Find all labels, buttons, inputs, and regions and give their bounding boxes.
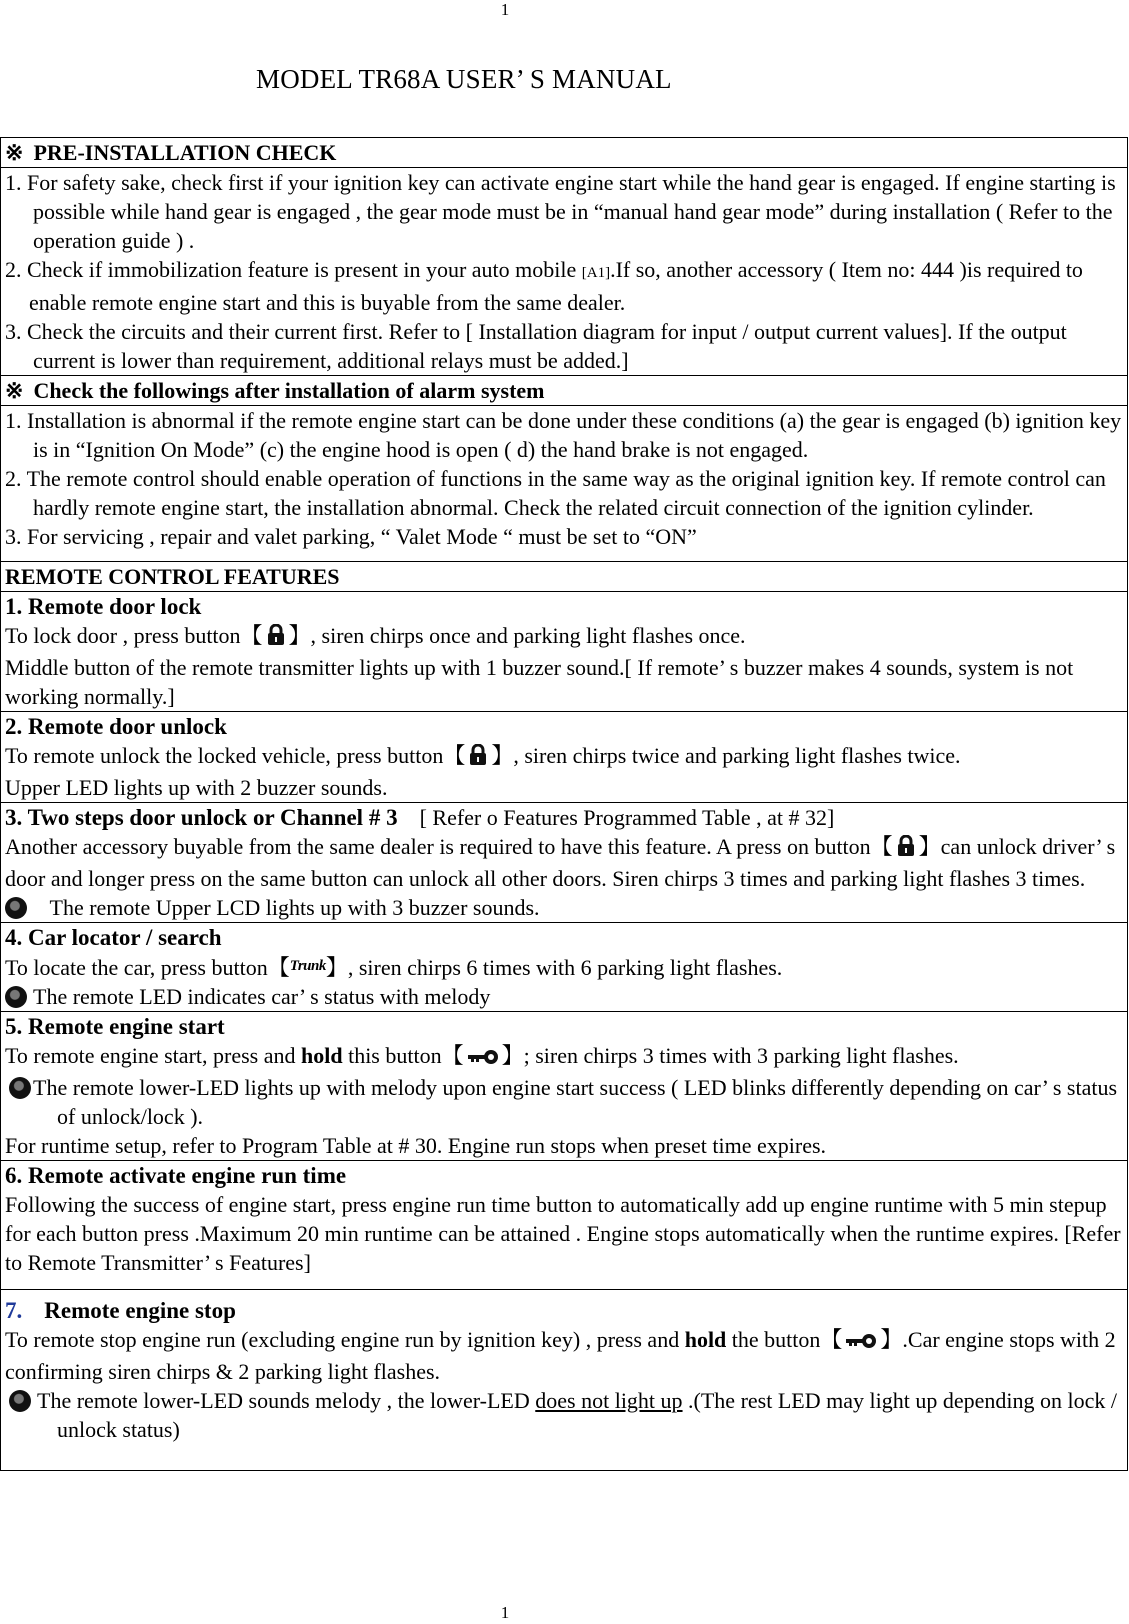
after-install-item-1: 1. Installation is abnormal if the remote engine start can be done under these conditions (a) the gear is engaged (b) ignition key is in “Ignition On Mode” (c) the engine hood is open ( d) the hand brake is not engaged. bbox=[5, 408, 1122, 462]
feature-7-line-1-b: the button【 bbox=[731, 1327, 843, 1352]
feature-7-line-2-b: .(The rest LED may light up depending on lock / unlock status) bbox=[57, 1388, 1117, 1442]
after-install-item-3: 3. For servicing , repair and valet parking, “ Valet Mode “ must be set to “ON” bbox=[5, 524, 697, 549]
trunk-icon: Trunk bbox=[289, 958, 326, 974]
feature-5-line-3: For runtime setup, refer to Program Table at # 30. Engine run stops when preset time expires. bbox=[5, 1133, 827, 1158]
feature-1 bbox=[1, 592, 1128, 712]
feature-7-line-1-a: To remote stop engine run (excluding engine run by ignition key) , press and bbox=[5, 1327, 680, 1352]
remote-fob-icon bbox=[9, 1077, 31, 1099]
feature-7-line-2-underlined: does not light up bbox=[535, 1388, 683, 1413]
feature-7-row bbox=[1, 1290, 1128, 1471]
after-install-body-row bbox=[1, 406, 1128, 562]
reference-mark-icon: ※ bbox=[5, 378, 24, 403]
comment-marker: [A1] bbox=[581, 265, 611, 281]
feature-7-line-1-c: 】.Car engine stops with 2 confirming siren chirps & 2 parking light flashes. bbox=[5, 1327, 1116, 1384]
features-heading: REMOTE CONTROL FEATURES bbox=[1, 562, 1128, 592]
feature-3-line-1-b: 】can unlock driver’ s door and longer press on the same button can unlock all other doors. Siren chirps 3 times and parking light flashes 3 times. bbox=[5, 834, 1116, 891]
feature-5-line-1-c: 】; siren chirps 3 times with 3 parking light flashes. bbox=[501, 1043, 959, 1068]
feature-2 bbox=[1, 712, 1128, 803]
key-icon bbox=[466, 1044, 500, 1073]
feature-2-line-2: Upper LED lights up with 2 buzzer sounds. bbox=[5, 775, 388, 800]
after-install-item-2: 2. The remote control should enable operation of functions in the same way as the original ignition key. If remote control can hardly remote engine start, the installation abnormal. Check the related circuit connection of the ignition cylinder. bbox=[5, 466, 1106, 520]
feature-1-row bbox=[1, 592, 1128, 712]
feature-7-hold: hold bbox=[684, 1327, 727, 1352]
remote-fob-icon bbox=[9, 1390, 31, 1412]
feature-1-title: 1. Remote door lock bbox=[5, 594, 202, 619]
pre-install-item-2-b: .If so, another accessory ( Item no: 444 )is required to enable remote engine start and this is buyable from the same dealer. bbox=[29, 257, 1083, 315]
feature-4-line-1 bbox=[5, 952, 1123, 982]
feature-4-line-1-b: 】, siren chirps 6 times with 6 parking light flashes. bbox=[325, 955, 783, 980]
feature-3-title-line bbox=[5, 803, 1123, 832]
features-heading-row bbox=[1, 562, 1128, 592]
document-title: MODEL TR68A USER’ S MANUAL bbox=[256, 64, 672, 94]
feature-3-line-2-text: The remote Upper LCD lights up with 3 buzzer sounds. bbox=[49, 895, 540, 920]
feature-5-line-1-a: To remote engine start, press and bbox=[5, 1043, 296, 1068]
feature-7-number: 7. bbox=[5, 1298, 23, 1323]
unlock-icon bbox=[467, 744, 489, 773]
feature-3-title: 3. Two steps door unlock or Channel # 3 bbox=[5, 805, 398, 830]
pre-install-heading-text: PRE-INSTALLATION CHECK bbox=[33, 140, 337, 165]
feature-4-row bbox=[1, 923, 1128, 1012]
feature-1-line-1 bbox=[5, 621, 1123, 653]
feature-4-line-2 bbox=[5, 982, 1123, 1011]
pre-install-item-1: 1. For safety sake, check first if your ignition key can activate engine start while the hand gear is engaged. If engine starting is possible while hand gear is engaged , the gear mode must be in “manual hand gear mode” during installation ( Refer to the operation guide ) . bbox=[5, 170, 1116, 253]
feature-3-line-1 bbox=[5, 832, 1123, 893]
spacer bbox=[5, 551, 1123, 561]
reference-mark-icon: ※ bbox=[5, 140, 24, 165]
feature-5-row bbox=[1, 1012, 1128, 1161]
unlock-icon bbox=[895, 835, 917, 864]
feature-6-line-1: Following the success of engine start, press engine run time button to automatically add up engine runtime with 5 min stepup for each button press .Maximum 20 min runtime can be attained . Engine stops automatically when the runtime expires. [Refer to Remote Transmitter’ s Features] bbox=[5, 1192, 1121, 1275]
feature-5-title: 5. Remote engine start bbox=[5, 1014, 225, 1039]
feature-7-title: Remote engine stop bbox=[44, 1298, 236, 1323]
feature-5-line-1-b: this button【 bbox=[348, 1043, 464, 1068]
feature-5-line-1 bbox=[5, 1041, 1123, 1073]
pre-install-item-2-a: 2. Check if immobilization feature is present in your auto mobile bbox=[5, 257, 577, 282]
feature-3-title-note: [ Refer o Features Programmed Table , at # 32] bbox=[419, 805, 835, 830]
feature-7-line-1 bbox=[5, 1325, 1123, 1386]
remote-fob-icon bbox=[5, 897, 27, 919]
feature-2-line-1-a: To remote unlock the locked vehicle, press button【 bbox=[5, 743, 466, 768]
page-number-bottom: 1 bbox=[500, 1603, 510, 1622]
feature-1-line-1-a: To lock door , press button【 bbox=[5, 623, 263, 648]
page-number-top: 1 bbox=[500, 0, 510, 19]
remote-fob-icon bbox=[5, 986, 27, 1008]
key-icon bbox=[844, 1328, 878, 1357]
pre-install-heading-row bbox=[1, 138, 1128, 168]
feature-4-line-2-text: The remote LED indicates car’ s status with melody bbox=[33, 984, 491, 1009]
pre-install-heading bbox=[1, 138, 1128, 168]
pre-install-body bbox=[1, 168, 1128, 376]
pre-install-item-3: 3. Check the circuits and their current first. Refer to [ Installation diagram for input / output current values]. If the output current is lower than requirement, additional relays must be added.] bbox=[5, 319, 1067, 373]
after-install-heading-row bbox=[1, 376, 1128, 406]
feature-3 bbox=[1, 803, 1128, 923]
feature-2-line-1-b: 】, siren chirps twice and parking light flashes twice. bbox=[491, 743, 961, 768]
feature-1-line-2: Middle button of the remote transmitter lights up with 1 buzzer sound.[ If remote’ s buzzer makes 4 sounds, system is not working normally.] bbox=[5, 655, 1074, 709]
feature-4 bbox=[1, 923, 1128, 1012]
feature-4-line-1-a: To locate the car, press button【 bbox=[5, 955, 290, 980]
feature-5 bbox=[1, 1012, 1128, 1161]
lock-icon bbox=[265, 624, 287, 653]
feature-2-row bbox=[1, 712, 1128, 803]
feature-7 bbox=[1, 1290, 1128, 1471]
feature-2-line-1 bbox=[5, 741, 1123, 773]
pre-install-body-row bbox=[1, 168, 1128, 376]
feature-6-row bbox=[1, 1161, 1128, 1290]
feature-4-title: 4. Car locator / search bbox=[5, 925, 222, 950]
feature-7-line-2 bbox=[5, 1386, 1123, 1444]
after-install-heading bbox=[1, 376, 1128, 406]
manual-table bbox=[0, 137, 1128, 1471]
feature-6 bbox=[1, 1161, 1128, 1290]
feature-5-line-2-text: The remote lower-LED lights up with melody upon engine start success ( LED blinks differently depending on car’ s status of unlock/lock ). bbox=[33, 1075, 1118, 1129]
feature-3-line-2 bbox=[5, 893, 1123, 922]
feature-7-line-2-a: The remote lower-LED sounds melody , the lower-LED bbox=[37, 1388, 530, 1413]
feature-1-line-1-b: 】, siren chirps once and parking light flashes once. bbox=[288, 623, 746, 648]
feature-5-hold: hold bbox=[300, 1043, 343, 1068]
feature-3-row bbox=[1, 803, 1128, 923]
feature-3-line-1-a: Another accessory buyable from the same dealer is required to have this feature. A press on button【 bbox=[5, 834, 893, 859]
feature-6-title: 6. Remote activate engine run time bbox=[5, 1163, 347, 1188]
feature-2-title: 2. Remote door unlock bbox=[5, 714, 227, 739]
after-install-heading-text: Check the followings after installation of alarm system bbox=[33, 378, 545, 403]
feature-7-title-line bbox=[5, 1296, 1123, 1325]
feature-5-line-2 bbox=[5, 1073, 1123, 1131]
after-install-body bbox=[1, 406, 1128, 562]
pre-install-item-2 bbox=[5, 255, 1123, 317]
